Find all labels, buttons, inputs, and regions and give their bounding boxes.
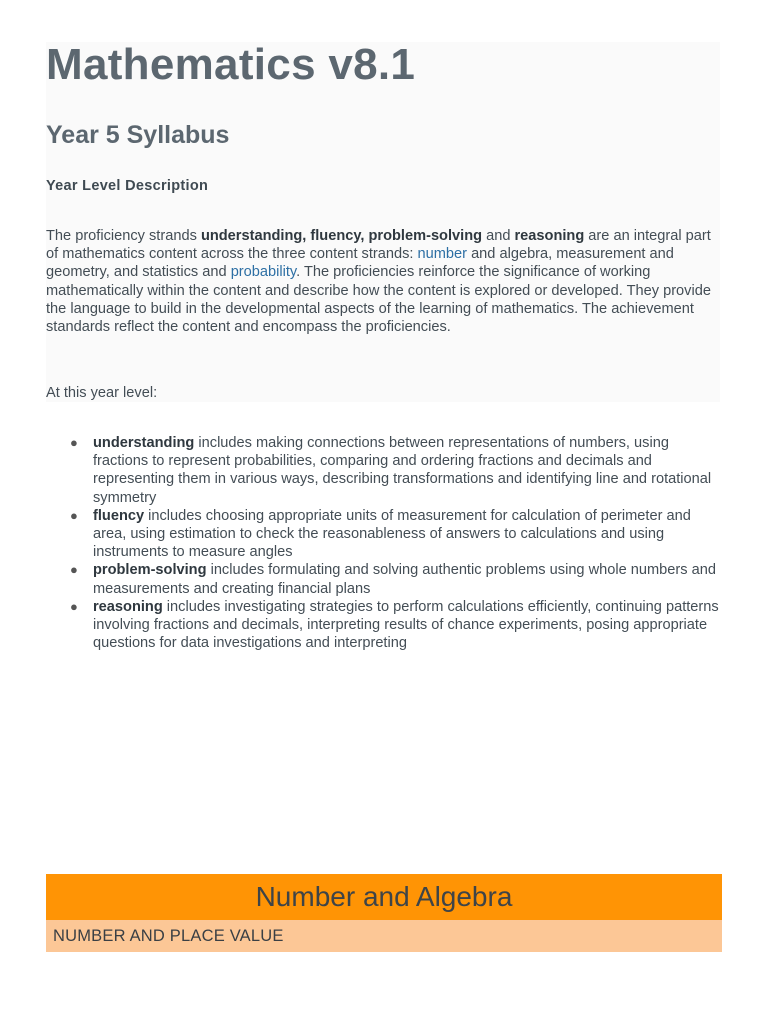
intro-text: are an integral part of mathematics content across the three content strands:	[46, 228, 711, 263]
bullet-text: includes making connections between representations of numbers, using fractions to represent probabilities, comparing and ordering fractions and decimals and representing them in various ways, describing transformations and identifying line and rotational symmetry	[93, 435, 712, 506]
page-title: Mathematics v8.1	[46, 40, 416, 89]
bullet-term: reasoning	[93, 598, 163, 615]
year-level-intro: At this year level:	[46, 385, 158, 401]
description-heading: Year Level Description	[46, 178, 209, 194]
intro-background	[46, 42, 720, 402]
bullet-term: problem-solving	[93, 562, 207, 579]
bullet-icon: ●	[70, 507, 78, 523]
intro-text: and algebra, measurement and geometry, and statistics and	[46, 246, 674, 281]
syllabus-subtitle: Year 5 Syllabus	[46, 121, 230, 149]
bullet-text: includes investigating strategies to perform calculations efficiently, continuing patterns involving fractions and decimals, interpreting results of chance experiments, posing appropriate questions for data investigations and interpreting	[93, 598, 719, 652]
intro-paragraph	[46, 227, 722, 336]
bullet-icon: ●	[70, 435, 78, 450]
section-header-number-algebra: Number and Algebra	[46, 874, 722, 920]
bullet-icon: ●	[70, 562, 78, 578]
bullet-text: includes formulating and solving authentic problems using whole numbers and measurements and creating financial plans	[93, 562, 716, 597]
intro-text: . The proficiencies reinforce the significance of working mathematically within the content and describe how the content is explored or developed. They provide the language to build in the developmental aspects of the learning of mathematics. The achievement standards reflect the content and encompass the proficiencies.	[46, 264, 711, 336]
bullet-term: understanding	[93, 435, 195, 451]
intro-text: and	[482, 228, 515, 244]
list-item	[46, 507, 722, 562]
list-item	[46, 598, 722, 653]
list-item	[46, 434, 722, 507]
intro-text: The proficiency strands	[46, 228, 201, 244]
intro-bold-strands: understanding, fluency, problem-solving	[200, 228, 483, 244]
sub-header-number-place-value: NUMBER AND PLACE VALUE	[46, 920, 722, 952]
bullet-text: includes choosing appropriate units of measurement for calculation of perimeter and area, using estimation to check the reasonableness of answers to calculations and using instruments to measure angles	[93, 507, 691, 561]
probability-link[interactable]: probability	[230, 264, 297, 281]
bullet-term: fluency	[93, 507, 145, 524]
list-item	[46, 561, 722, 597]
intro-bold-reasoning: reasoning	[514, 228, 585, 244]
bullet-icon: ●	[70, 598, 78, 614]
number-link[interactable]: number	[417, 246, 468, 263]
proficiency-list	[46, 434, 722, 652]
